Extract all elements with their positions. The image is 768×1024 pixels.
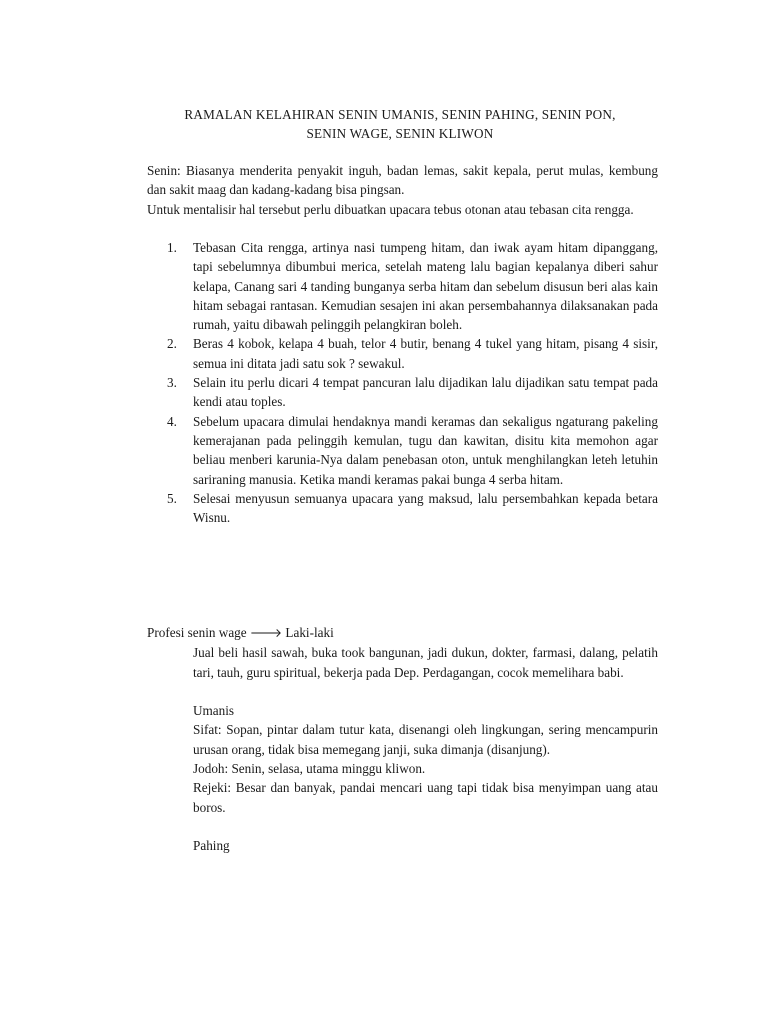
title-line-2: SENIN WAGE, SENIN KLIWON (306, 126, 494, 141)
list-item-text: Tebasan Cita rengga, artinya nasi tumpeng hitam, dan iwak ayam hitam dipanggang, tapi sebelumnya dibumbui merica, setelah mateng lalu bagian kepalanya diberi sahur kelapa, Canang sari 4 tanding bunganya serba hitam dan sebelum disusun beri alas kain hitam sebagai rantasan. Kemudian sesajen ini akan persembahannya dilaksanakan pada rumah, yaitu dibawah pelinggih pelangkiran boleh. (193, 240, 658, 333)
list-item-number: 4. (167, 413, 177, 429)
list-item (147, 334, 658, 373)
umanis-sifat: Sifat: Sopan, pintar dalam tutur kata, disenangi oleh lingkungan, sering mencampurin urusan orang, tidak bisa memegang janji, suka dimanja (disanjung). (193, 722, 658, 757)
intro-paragraph-senin: Senin: Biasanya menderita penyakit inguh, badan lemas, sakit kepala, perut mulas, kembung dan sakit maag dan kadang-kadang bisa pingsan. (147, 163, 658, 198)
list-item-number: 1. (167, 240, 177, 255)
list-item (147, 373, 658, 412)
profesi-section (147, 623, 658, 856)
list-item-number: 2. (167, 336, 177, 352)
list-item-text: Selain itu perlu dicari 4 tempat pancuran lalu dijadikan lalu dijadikan satu tempat pada kendi atau toples. (193, 375, 658, 410)
intro-paragraph-upacara: Untuk mentalisir hal tersebut perlu dibuatkan upacara tebus otonan atau tebasan cita rengga. (147, 201, 634, 217)
umanis-rejeki: Rejeki: Besar dan banyak, pandai mencari uang tapi tidak bisa menyimpan uang atau boros. (193, 780, 658, 815)
list-item (147, 489, 658, 528)
list-item-text: Beras 4 kobok, kelapa 4 buah, telor 4 butir, benang 4 tukel yang hitam, pisang 4 sisir, semua ini ditata jadi satu sok ? sewakul. (193, 336, 658, 371)
list-item-number: 5. (167, 490, 177, 506)
intro-section (147, 161, 658, 219)
list-item-number: 3. (167, 375, 177, 391)
document-title (120, 105, 680, 143)
umanis-jodoh: Jodoh: Senin, selasa, utama minggu kliwon. (193, 761, 426, 777)
umanis-heading: Umanis (193, 703, 235, 719)
profesi-body (193, 643, 658, 855)
list-item-text: Sebelum upacara dimulai hendaknya mandi keramas dan sekaligus ngaturang pakeling kemerajanan pada pelinggih kemulan, tugu dan kawitan, disitu kita memohon agar beliau menberi karunia-Nya dalam penebasan oton, untuk menghilangkan leteh letuhin sariraning manusia. Ketika mandi keramas pakai bunga 4 serba hitam. (193, 413, 658, 487)
jobs-paragraph: Jual beli hasil sawah, buka took bangunan, jadi dukun, dokter, farmasi, dalang, pelatih tari, tauh, guru spiritual, bekerja pada Dep. Perdagangan, cocok memelihara babi. (193, 645, 658, 680)
list-item (147, 412, 658, 489)
profesi-heading-right: Laki-laki (285, 625, 334, 640)
pahing-heading: Pahing (193, 838, 230, 854)
ritual-steps-list (147, 238, 658, 527)
arrow-right-icon: 🡒 (249, 626, 283, 640)
list-item (147, 238, 658, 334)
profesi-heading (147, 623, 658, 643)
title-line-1: RAMALAN KELAHIRAN SENIN UMANIS, SENIN PAHING, SENIN PON, (184, 107, 616, 122)
list-item-text: Selesai menyusun semuanya upacara yang maksud, lalu persembahkan kepada betara Wisnu. (193, 490, 658, 526)
profesi-heading-left: Profesi senin wage (147, 625, 247, 640)
